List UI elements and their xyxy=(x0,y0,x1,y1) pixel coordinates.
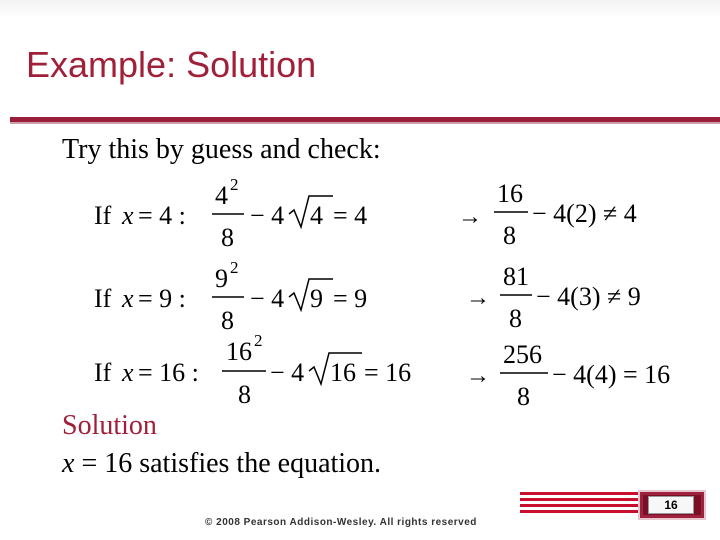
arrow-icon: → xyxy=(466,285,490,311)
radicand: 4 xyxy=(310,201,323,230)
radicand: 9 xyxy=(310,284,323,313)
result-denominator: 8 xyxy=(509,304,522,333)
solution-body: = 16 satisfies the equation. xyxy=(74,448,382,479)
equation-row-2 xyxy=(94,258,641,335)
result-denominator: 8 xyxy=(517,382,530,411)
variable-x: x xyxy=(122,284,134,313)
result-numerator: 256 xyxy=(503,340,542,369)
numerator-exponent: 2 xyxy=(230,258,239,277)
result-tail: − 4(2) ≠ 4 xyxy=(532,199,637,228)
rhs: = 9 xyxy=(333,284,368,313)
if-word: If xyxy=(94,201,112,230)
minus-coefficient: − 4 xyxy=(270,358,305,387)
denominator: 8 xyxy=(221,223,234,252)
badge-stripe xyxy=(520,504,640,507)
if-word: If xyxy=(94,358,112,387)
solution-variable: x xyxy=(62,448,75,479)
numerator-exponent: 2 xyxy=(254,331,263,350)
equation-row-1 xyxy=(94,175,637,252)
numerator-base: 9 xyxy=(215,264,228,293)
numerator-base: 16 xyxy=(226,337,252,366)
arrow-icon: → xyxy=(466,363,490,389)
x-value: = 9 : xyxy=(138,284,186,313)
badge-stripe xyxy=(520,492,640,495)
numerator-base: 4 xyxy=(215,181,228,210)
solution-statement xyxy=(62,448,381,480)
x-value: = 4 : xyxy=(138,201,186,230)
denominator: 8 xyxy=(221,306,234,335)
badge-frame xyxy=(638,490,706,520)
arrow-icon: → xyxy=(458,204,482,230)
minus-coefficient: − 4 xyxy=(250,201,285,230)
result-tail: − 4(3) ≠ 9 xyxy=(536,282,641,311)
radicand: 16 xyxy=(330,358,356,387)
if-word: If xyxy=(94,284,112,313)
result-denominator: 8 xyxy=(503,221,516,250)
numerator-exponent: 2 xyxy=(230,175,239,194)
rhs: = 16 xyxy=(364,358,412,387)
page-number: 16 xyxy=(648,496,694,514)
intro-text: Try this by guess and check: xyxy=(62,134,381,165)
page-number-badge xyxy=(520,488,720,522)
solution-heading: Solution xyxy=(62,410,157,441)
minus-coefficient: − 4 xyxy=(250,284,285,313)
rhs: = 4 xyxy=(333,201,368,230)
slide-title: Example: Solution xyxy=(26,44,317,85)
result-numerator: 16 xyxy=(497,179,523,208)
x-value: = 16 : xyxy=(138,358,199,387)
equation-row-3 xyxy=(94,331,670,411)
copyright-footer: © 2008 Pearson Addison-Wesley. All rights reserved xyxy=(205,517,477,528)
badge-stripe xyxy=(520,510,640,513)
badge-stripe xyxy=(520,498,640,501)
result-tail: − 4(4) = 16 xyxy=(552,360,671,389)
result-numerator: 81 xyxy=(503,262,529,291)
variable-x: x xyxy=(122,201,134,230)
denominator: 8 xyxy=(238,380,251,409)
variable-x: x xyxy=(122,358,134,387)
